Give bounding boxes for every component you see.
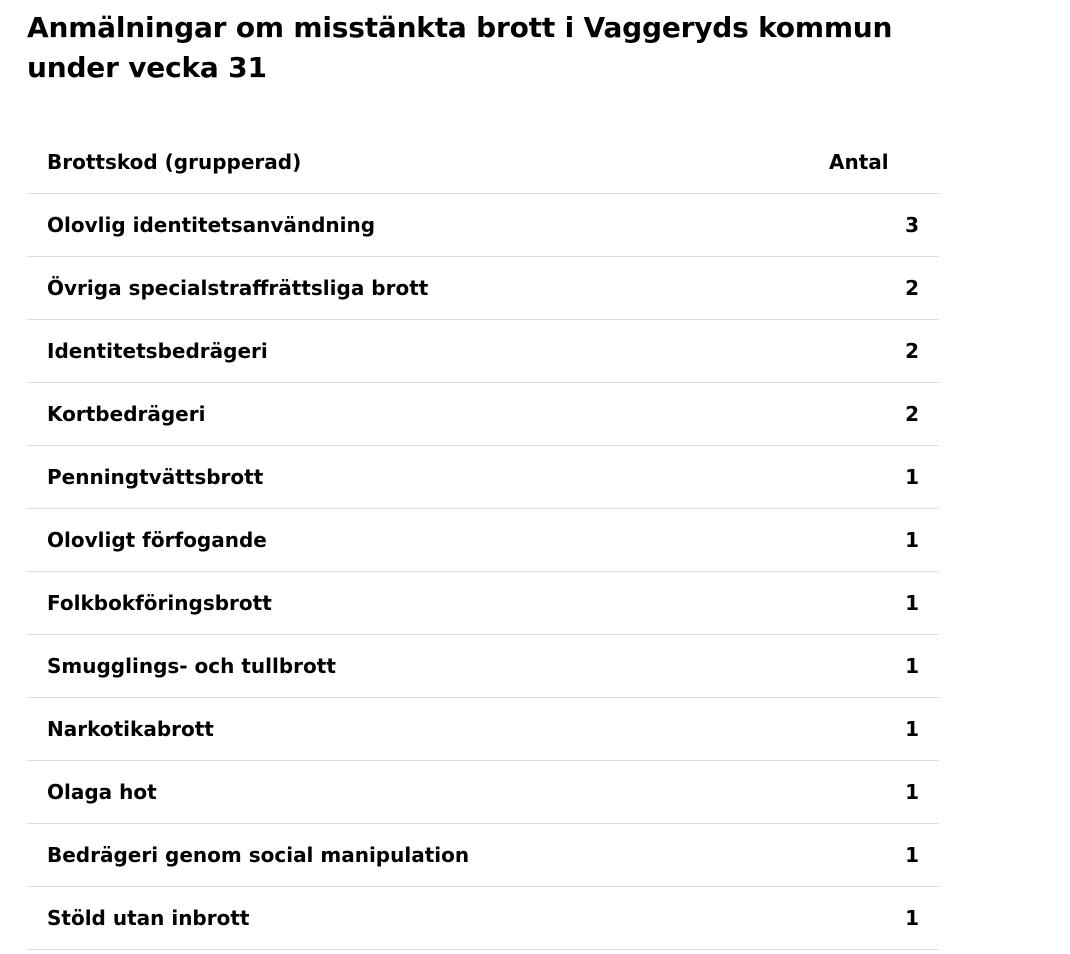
table-row: [27, 320, 939, 383]
table-row: [27, 635, 939, 698]
crime-code-cell: Stöld utan inbrott: [27, 887, 829, 950]
table-row: [27, 257, 939, 320]
count-cell: 1: [829, 572, 939, 635]
crime-code-cell: Bedrägeri genom social manipulation: [27, 824, 829, 887]
table-row: [27, 509, 939, 572]
header-count: Antal: [829, 130, 939, 194]
header-row: [27, 130, 939, 194]
table-row: [27, 761, 939, 824]
crime-code-cell: Identitetsbedrägeri: [27, 320, 829, 383]
crime-code-cell: Olaga hot: [27, 761, 829, 824]
table-row: [27, 887, 939, 950]
count-cell: 2: [829, 257, 939, 320]
count-cell: 1: [829, 698, 939, 761]
count-cell: 1: [829, 446, 939, 509]
table-row: [27, 194, 939, 257]
crime-code-cell: Kortbedrägeri: [27, 383, 829, 446]
crime-code-cell: Penningtvättsbrott: [27, 446, 829, 509]
count-cell: 3: [829, 194, 939, 257]
count-cell: 1: [829, 824, 939, 887]
count-cell: 1: [829, 635, 939, 698]
table-row: [27, 446, 939, 509]
page-title: Anmälningar om misstänkta brott i Vaggeryds kommun under vecka 31: [27, 11, 893, 84]
header-crime-code: Brottskod (grupperad): [27, 130, 829, 194]
table-row: [27, 383, 939, 446]
crime-code-cell: Folkbokföringsbrott: [27, 572, 829, 635]
count-cell: 2: [829, 383, 939, 446]
crime-code-cell: Övriga specialstraffrättsliga brott: [27, 257, 829, 320]
crime-code-cell: Olovligt förfogande: [27, 509, 829, 572]
table-row: [27, 572, 939, 635]
count-cell: 2: [829, 320, 939, 383]
table-row: [27, 698, 939, 761]
table-body: [27, 194, 939, 950]
crime-table: [27, 130, 939, 950]
count-cell: 1: [829, 887, 939, 950]
count-cell: 1: [829, 509, 939, 572]
table-header: [27, 130, 939, 194]
table-row: [27, 824, 939, 887]
crime-code-cell: Olovlig identitetsanvändning: [27, 194, 829, 257]
crime-code-cell: Smugglings- och tullbrott: [27, 635, 829, 698]
count-cell: 1: [829, 761, 939, 824]
crime-code-cell: Narkotikabrott: [27, 698, 829, 761]
